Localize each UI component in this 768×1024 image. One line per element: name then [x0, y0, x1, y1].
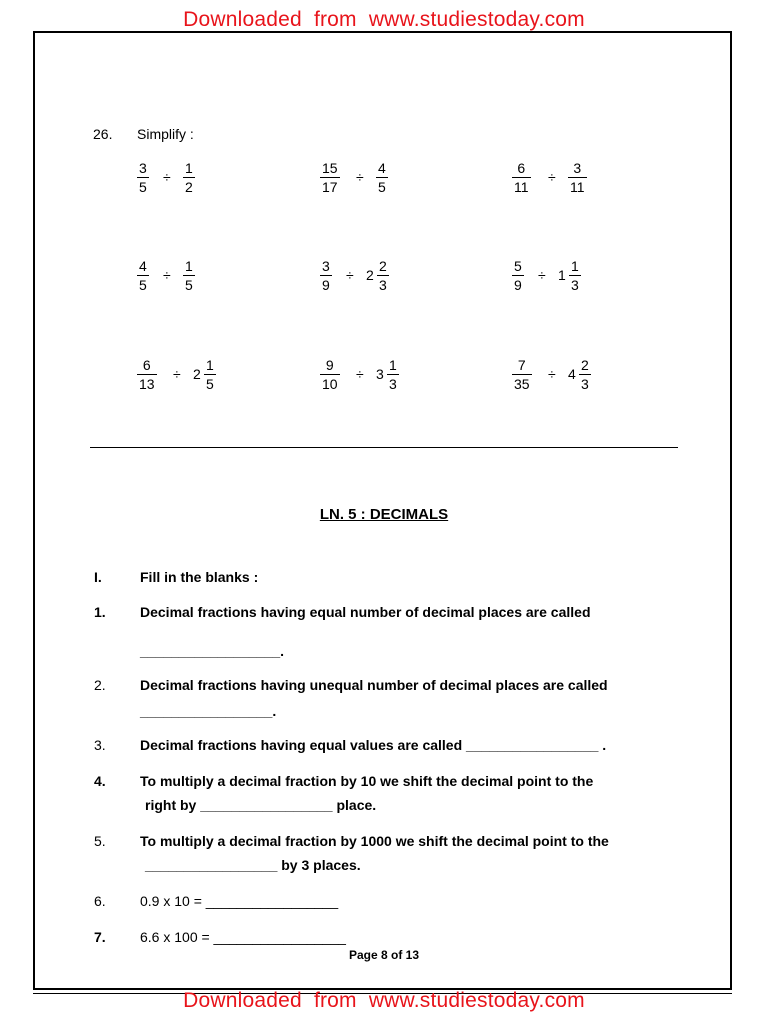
- divide-sign: ÷: [163, 169, 171, 185]
- dividend-fraction: [512, 258, 524, 293]
- denominator: 17: [322, 179, 338, 195]
- divisor-fraction: [387, 357, 399, 392]
- item-text: Decimal fractions having equal values are called _________________ .: [140, 737, 607, 753]
- denominator: 35: [514, 376, 530, 392]
- fraction-bar: [512, 177, 531, 178]
- item-number: 7.: [94, 929, 106, 945]
- item-number: 1.: [94, 604, 106, 620]
- dividend-fraction: [320, 258, 332, 293]
- numerator: 1: [206, 357, 214, 373]
- watermark-bottom: Downloaded from www.studiestoday.com: [183, 989, 585, 1012]
- mixed-number-whole: 4: [568, 366, 576, 382]
- numerator: 3: [139, 160, 147, 176]
- fraction-bar: [569, 275, 581, 276]
- item-text: 0.9 x 10 = _________________: [140, 893, 339, 909]
- fraction-bar: [137, 177, 149, 178]
- denominator: 3: [389, 376, 397, 392]
- item-number: 2.: [94, 677, 106, 693]
- item-text-cont: right by _________________ place.: [145, 797, 377, 813]
- fraction-bar: [376, 177, 388, 178]
- numerator: 5: [514, 258, 522, 274]
- dividend-fraction: [137, 357, 157, 392]
- section-title: Fill in the blanks :: [140, 569, 259, 585]
- dividend-fraction: [137, 258, 149, 293]
- numerator: 1: [185, 258, 193, 274]
- dividend-fraction: [320, 357, 340, 392]
- numerator: 3: [322, 258, 330, 274]
- fraction-bar: [183, 177, 195, 178]
- item-number: 4.: [94, 773, 106, 789]
- divide-sign: ÷: [356, 366, 364, 382]
- divide-sign: ÷: [548, 366, 556, 382]
- denominator: 5: [206, 376, 214, 392]
- fraction-bar: [579, 374, 591, 375]
- denominator: 5: [185, 277, 193, 293]
- section-roman: I.: [94, 569, 102, 585]
- item-number: 5.: [94, 833, 106, 849]
- divisor-fraction: [579, 357, 591, 392]
- numerator: 4: [139, 258, 147, 274]
- denominator: 3: [379, 277, 387, 293]
- item-blank: _________________.: [140, 703, 277, 719]
- fraction-bar: [512, 374, 532, 375]
- section-divider: [90, 447, 678, 448]
- item-text: Decimal fractions having unequal number of decimal places are called: [140, 677, 608, 693]
- divide-sign: ÷: [173, 366, 181, 382]
- divisor-fraction: [569, 258, 581, 293]
- numerator: 2: [581, 357, 589, 373]
- watermark-top: Downloaded from www.studiestoday.com: [183, 8, 585, 31]
- mixed-number-whole: 1: [558, 267, 566, 283]
- mixed-number-whole: 2: [193, 366, 201, 382]
- denominator: 13: [139, 376, 155, 392]
- fraction-bar: [568, 177, 587, 178]
- mixed-number-whole: 3: [376, 366, 384, 382]
- denominator: 11: [514, 179, 529, 195]
- numerator: 15: [322, 160, 338, 176]
- item-number: 3.: [94, 737, 106, 753]
- numerator: 6: [142, 357, 151, 373]
- divisor-fraction: [568, 160, 587, 195]
- fraction-bar: [320, 275, 332, 276]
- numerator: 1: [185, 160, 193, 176]
- fraction-bar: [137, 374, 157, 375]
- numerator: 2: [379, 258, 387, 274]
- item-text: Decimal fractions having equal number of decimal places are called: [140, 604, 591, 620]
- fraction-bar: [320, 177, 340, 178]
- question-number: 26.: [93, 126, 113, 142]
- fraction-bar: [204, 374, 216, 375]
- denominator: 5: [139, 277, 147, 293]
- item-text: To multiply a decimal fraction by 10 we shift the decimal point to the: [140, 773, 594, 789]
- fraction-bar: [183, 275, 195, 276]
- item-text: To multiply a decimal fraction by 1000 we shift the decimal point to the: [140, 833, 609, 849]
- numerator: 4: [378, 160, 386, 176]
- numerator: 7: [517, 357, 526, 373]
- divide-sign: ÷: [538, 267, 546, 283]
- dividend-fraction: [512, 160, 531, 195]
- page-number: Page 8 of 13: [348, 948, 420, 962]
- fraction-bar: [387, 374, 399, 375]
- denominator: 3: [571, 277, 579, 293]
- item-blank: __________________.: [140, 643, 285, 659]
- mixed-number-whole: 2: [366, 267, 374, 283]
- numerator: 9: [325, 357, 334, 373]
- fraction-bar: [512, 275, 524, 276]
- denominator: 10: [322, 376, 338, 392]
- dividend-fraction: [320, 160, 340, 195]
- divisor-fraction: [376, 160, 388, 195]
- divisor-fraction: [183, 160, 195, 195]
- divisor-fraction: [183, 258, 195, 293]
- item-number: 6.: [94, 893, 106, 909]
- denominator: 11: [570, 179, 585, 195]
- numerator: 1: [571, 258, 579, 274]
- divide-sign: ÷: [356, 169, 364, 185]
- item-text: 6.6 x 100 = _________________: [140, 929, 346, 945]
- denominator: 9: [322, 277, 330, 293]
- divisor-fraction: [377, 258, 389, 293]
- denominator: 2: [185, 179, 193, 195]
- fraction-bar: [137, 275, 149, 276]
- numerator: 6: [517, 160, 526, 176]
- divide-sign: ÷: [548, 169, 556, 185]
- lesson-heading: LN. 5 : DECIMALS: [319, 506, 449, 523]
- item-text-cont: _________________ by 3 places.: [145, 857, 361, 873]
- denominator: 3: [581, 376, 589, 392]
- fraction-bar: [377, 275, 389, 276]
- divisor-fraction: [204, 357, 216, 392]
- fraction-bar: [320, 374, 340, 375]
- divide-sign: ÷: [163, 267, 171, 283]
- question-label: Simplify :: [137, 126, 194, 142]
- divide-sign: ÷: [346, 267, 354, 283]
- numerator: 1: [389, 357, 397, 373]
- denominator: 9: [514, 277, 522, 293]
- dividend-fraction: [137, 160, 149, 195]
- dividend-fraction: [512, 357, 532, 392]
- numerator: 3: [573, 160, 582, 176]
- denominator: 5: [139, 179, 147, 195]
- denominator: 5: [378, 179, 386, 195]
